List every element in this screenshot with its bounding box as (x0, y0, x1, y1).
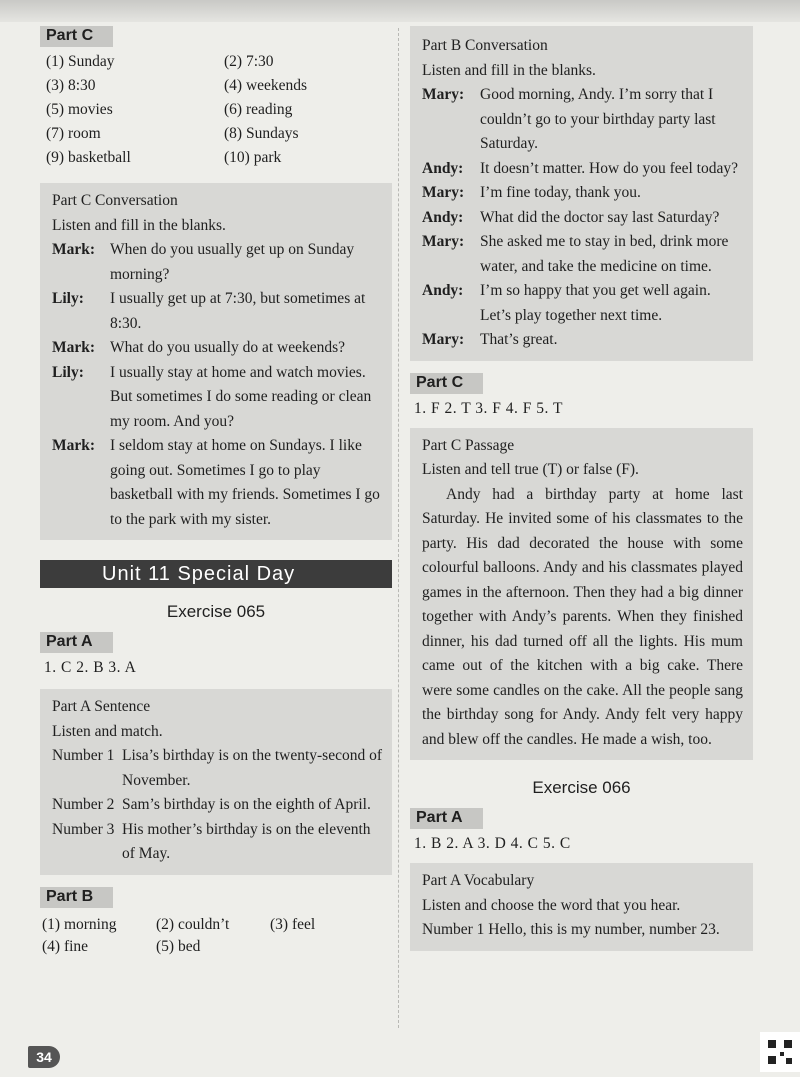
box-title: Part C Conversation (52, 192, 178, 209)
line-text: I’m fine today, thank you. (480, 184, 641, 201)
answer-item: (3) 8:30 (46, 77, 96, 94)
box-title: Part C Passage (422, 436, 515, 454)
exercise-heading: Exercise 065 (166, 602, 266, 621)
unit-title-banner: Unit 11 Special Day (40, 560, 392, 588)
speaker: Mary: (422, 86, 465, 103)
sentence-item (52, 793, 382, 818)
column-divider (398, 28, 399, 1028)
qr-code-icon (760, 1032, 800, 1072)
speaker: Andy: (422, 282, 464, 299)
line-text: What do you usually do at weekends? (110, 339, 346, 356)
line-text: I’m so happy that you get well again. Let’s play together next time. (480, 282, 711, 324)
part-c-passage-box (410, 428, 753, 761)
speaker: Mark: (52, 241, 96, 258)
box-instruction: Listen and fill in the blanks. (52, 216, 226, 234)
item-text: His mother’s birthday is on the eleventh of May. (122, 820, 371, 862)
speaker: Mark: (52, 437, 96, 454)
answer-item: (2) couldn’t (156, 915, 230, 933)
answer-item: (4) weekends (224, 77, 308, 94)
part-c-answers (46, 53, 392, 167)
dialogue-line (52, 336, 382, 361)
answer-item: (10) park (224, 149, 282, 166)
speaker: Andy: (422, 208, 464, 226)
part-b-answers (42, 916, 392, 956)
item-number: Number 3 (52, 820, 115, 838)
dialogue-line (422, 181, 743, 206)
right-column (410, 26, 753, 951)
dialogue-line (52, 238, 382, 287)
box-title: Part B Conversation (422, 37, 548, 54)
speaker: Andy: (422, 159, 464, 177)
dialogue-line (422, 328, 743, 353)
box-instruction: Listen and tell true (T) or false (F). (422, 461, 639, 478)
answer-item: (3) feel (270, 915, 316, 933)
dialogue-line (52, 434, 382, 532)
page-number: 34 (28, 1046, 60, 1068)
part-c-tag: Part C (40, 26, 113, 47)
line-text: It doesn’t matter. How do you feel today? (480, 159, 738, 177)
box-instruction: Listen and match. (52, 722, 163, 740)
dialogue-line (52, 287, 382, 336)
speaker: Mark: (52, 339, 96, 356)
answer-item: (8) Sundays (224, 125, 299, 142)
part-a-tag: Part A (40, 632, 113, 653)
dialogue-line (52, 361, 382, 435)
item-number: Number 2 (52, 796, 115, 813)
item-text: Sam’s birthday is on the eighth of April. (122, 796, 371, 813)
vocab-line: Number 1 Hello, this is my number, number 23. (422, 921, 720, 938)
line-text: When do you usually get up on Sunday morning? (110, 241, 355, 283)
answer-item: (4) fine (42, 937, 89, 955)
box-instruction: Listen and fill in the blanks. (422, 61, 596, 79)
line-text: I usually get up at 7:30, but sometimes at 8:30. (110, 290, 366, 332)
dialogue-line (422, 279, 743, 328)
part-b-tag: Part B (40, 887, 113, 908)
part-a-vocabulary-box (410, 863, 753, 951)
line-text: That’s great. (480, 331, 558, 348)
item-number: Number 1 (52, 747, 115, 764)
box-title: Part A Vocabulary (422, 872, 535, 889)
line-text: I usually stay at home and watch movies. But sometimes I do some reading or clean my room. And you? (110, 363, 372, 430)
line-text: I seldom stay at home on Sundays. I like going out. Sometimes I go to play basketball with my friends. Sometimes I go to the park with my sister. (110, 437, 380, 528)
part-c-conversation-box (40, 183, 392, 540)
dialogue-line (422, 206, 743, 231)
sentence-item (52, 818, 382, 867)
part-a-sentence-box (40, 689, 392, 875)
answer-item: (7) room (46, 125, 101, 142)
answer-item: (9) basketball (46, 149, 131, 166)
speaker: Lily: (52, 290, 84, 307)
passage-text: Andy had a birthday party at home last Saturday. He invited some of his classmates to the party. His dad decorated the house with some colourful balloons. Andy and his classmates played games in the afternoon. Then they had a big dinner together with Andy’s parents. When they finished dinner, his dad turned off all the lights. His mum came out of the kitchen with a big cake. There were some candles on the cake. All the people sang the birthday song for Andy. Andy felt very happy and blew off the candles. He made a wish, too. (422, 485, 743, 748)
part-c-tag: Part C (410, 373, 483, 394)
part-a-tag: Part A (410, 808, 483, 829)
speaker: Mary: (422, 331, 465, 348)
top-edge-band (0, 0, 800, 22)
dialogue-line (422, 157, 743, 182)
answer-item: (6) reading (224, 101, 293, 118)
dialogue-line (422, 230, 743, 279)
line-text: She asked me to stay in bed, drink more water, and take the medicine on time. (480, 233, 729, 275)
part-c-answers: 1. F 2. T 3. F 4. F 5. T (414, 399, 563, 417)
speaker: Mary: (422, 233, 465, 250)
answer-item: (1) Sunday (46, 53, 115, 70)
part-a-answers: 1. B 2. A 3. D 4. C 5. C (414, 835, 571, 852)
left-column (40, 26, 392, 956)
box-instruction: Listen and choose the word that you hear. (422, 896, 681, 914)
answer-item: (5) bed (156, 937, 201, 955)
sentence-item (52, 744, 382, 793)
speaker: Mary: (422, 184, 465, 201)
line-text: Good morning, Andy. I’m sorry that I couldn’t go to your birthday party last Saturday. (480, 86, 716, 152)
line-text: What did the doctor say last Saturday? (480, 208, 720, 226)
item-text: Lisa’s birthday is on the twenty-second of November. (122, 747, 383, 789)
answer-item: (1) morning (42, 915, 117, 933)
answer-item: (5) movies (46, 101, 113, 118)
part-b-conversation-box (410, 26, 753, 361)
exercise-heading: Exercise 066 (532, 778, 631, 797)
answer-item: (2) 7:30 (224, 53, 274, 70)
dialogue-line (422, 83, 743, 157)
part-a-answers: 1. C 2. B 3. A (44, 659, 137, 676)
speaker: Lily: (52, 363, 84, 381)
box-title: Part A Sentence (52, 698, 151, 715)
